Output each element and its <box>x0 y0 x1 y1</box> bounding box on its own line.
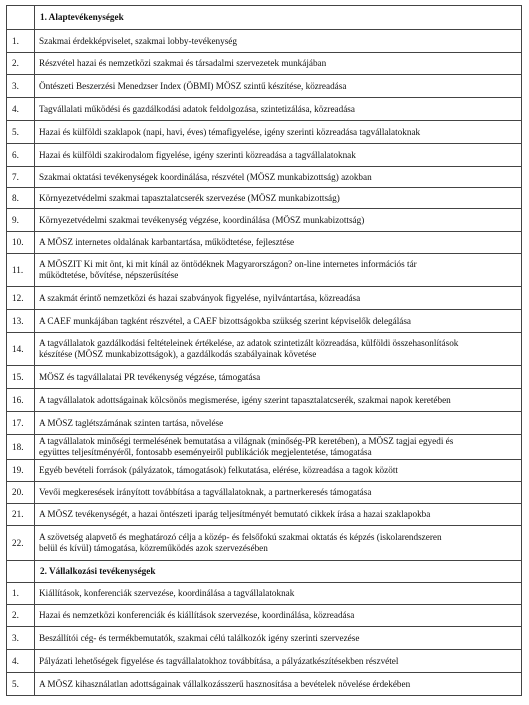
activity-text-line: Vevői megkeresések irányított továbbítása a tagvállalatoknak, a partnerkeresés támogatása <box>39 487 372 497</box>
activity-text-line: A MÖSZ kihasználatlan adottságainak vállalkozásszerű hasznosítása a bevételek növelése érdekében <box>39 678 411 689</box>
activity-text-line: Pályázati lehetőségek figyelése és tagvállalatokhoz továbbítása, a pályázatkészítésekben részvétel <box>39 655 399 666</box>
activity-text-line: Kiállítások, konferenciák szervezése, koordinálása a tagvállalatoknak <box>39 588 295 598</box>
activity-text-line: Hazai és külföldi szakirodalom figyelése, igény szerinti közreadása a tagvállalatoknak <box>39 149 356 160</box>
activity-description <box>35 482 522 504</box>
activity-description <box>35 30 522 53</box>
section2-header-row <box>7 561 522 583</box>
table-row <box>7 435 522 460</box>
table-row <box>7 412 522 435</box>
activity-description <box>35 412 522 435</box>
section-number-cell <box>7 6 35 30</box>
row-number: 5. <box>7 121 35 144</box>
table-row <box>7 504 522 526</box>
row-number: 19. <box>7 460 35 482</box>
row-number: 3. <box>7 75 35 98</box>
row-number: 13. <box>7 310 35 333</box>
row-number: 14. <box>7 333 35 366</box>
row-number: 7. <box>7 167 35 188</box>
row-number: 5. <box>7 673 35 696</box>
activity-description <box>35 504 522 526</box>
activity-text-line: A MÖSZ tevékenységét, a hazai öntészeti iparág teljesítményét bemutató cikkek írása a hazai szaklapokba <box>39 509 431 519</box>
activity-description <box>35 232 522 254</box>
table-row <box>7 627 522 650</box>
activity-text-line: Tagvállalati működési és gazdálkodási adatok feldolgozása, szintetizálása, közreadása <box>39 103 355 114</box>
activity-description <box>35 188 522 209</box>
activity-description <box>35 75 522 98</box>
table-row <box>7 526 522 561</box>
activity-text-line: A szövetség alapvető és meghatározó célja a közép- és felsőfokú szakmai oktatás és képzés (iskolarendszeren <box>39 532 442 542</box>
row-number: 4. <box>7 650 35 673</box>
activity-text-line: Szakmai érdekképviselet, szakmai lobby-tevékenység <box>39 35 237 46</box>
activity-text-line: A MÖSZ taglétszámának szinten tartása, növelése <box>39 417 224 428</box>
activity-text-line: A tagvállalatok minőségi termelésének bemutatása a világnak (minőség-PR keretében), a MÖSZ tagjai egyedi és <box>39 436 454 446</box>
activity-text-line: Szakmai oktatási tevékenységek koordinálása, részvétel (MÖSZ munkabizottság) azokban <box>39 171 372 182</box>
activity-description <box>35 167 522 188</box>
row-number: 4. <box>7 98 35 121</box>
activity-description <box>35 583 522 605</box>
activity-description <box>35 121 522 144</box>
activity-description <box>35 435 522 460</box>
table-row <box>7 460 522 482</box>
activity-text-line: Környezetvédelmi szakmai tapasztalatcserék szervezése (MÖSZ munkabizottság) <box>39 192 340 203</box>
section-title: 1. Alaptevékenységek <box>35 6 522 30</box>
table-row <box>7 482 522 504</box>
activity-description <box>35 460 522 482</box>
row-number: 16. <box>7 389 35 412</box>
table-row <box>7 287 522 310</box>
activity-description <box>35 627 522 650</box>
table-row <box>7 144 522 167</box>
row-number: 12. <box>7 287 35 310</box>
activity-text-line: A szakmát érintő nemzetközi és hazai szabványok figyelése, nyilvántartása, közreadása <box>39 292 361 303</box>
activity-text-line: MÖSZ és tagvállalatai PR tevékenység végzése, támogatása <box>39 371 261 382</box>
table-row <box>7 583 522 605</box>
table-row <box>7 188 522 209</box>
activity-description <box>35 287 522 310</box>
row-number: 9. <box>7 209 35 232</box>
activities-table-body <box>7 6 522 696</box>
table-row <box>7 30 522 53</box>
row-number: 22. <box>7 526 35 561</box>
activity-text-line: Hazai és nemzetközi konferenciák és kiállítások szervezése, koordinálása, közreadása <box>39 610 355 620</box>
activity-text-line: készítése (MÖSZ munkabizottságok), a gazdálkodás szabályainak követése <box>39 349 317 359</box>
table-row <box>7 254 522 287</box>
table-row <box>7 209 522 232</box>
table-row <box>7 98 522 121</box>
activity-description <box>35 605 522 627</box>
activity-text-line: működtetése, bővítése, népszerűsítése <box>39 270 179 280</box>
activity-description <box>35 650 522 673</box>
activity-description <box>35 673 522 696</box>
row-number: 8. <box>7 188 35 209</box>
row-number: 10. <box>7 232 35 254</box>
activity-description <box>35 389 522 412</box>
row-number: 2. <box>7 605 35 627</box>
row-number: 15. <box>7 366 35 389</box>
row-number: 21. <box>7 504 35 526</box>
row-number: 2. <box>7 53 35 75</box>
activity-description <box>35 254 522 287</box>
activity-description <box>35 98 522 121</box>
row-number: 11. <box>7 254 35 287</box>
activity-text-line: belül és kívül) támogatása, közreműködés azok szervezésében <box>39 543 268 553</box>
activity-description <box>35 144 522 167</box>
table-row <box>7 53 522 75</box>
activity-text-line: A tagvállalatok adottságainak kölcsönös megismerése, igény szerint tapasztalatcserék, szakmai napok keretében <box>39 394 451 405</box>
activity-description <box>35 209 522 232</box>
table-row <box>7 333 522 366</box>
activity-description <box>35 53 522 75</box>
activity-text-line: A CAEF munkájában tagként részvétel, a CAEF bizottságokba szükség szerint képviselők delegálása <box>39 315 411 326</box>
activity-text-line: Környezetvédelmi szakmai tevékenység végzése, koordinálása (MÖSZ munkabizottság) <box>39 214 365 225</box>
row-number: 17. <box>7 412 35 435</box>
activity-text-line: Beszállítói cég- és termékbemutatók, szakmai célú találkozók igény szerinti szervezése <box>39 632 360 643</box>
activity-text-line: A MÖSZIT Ki mit önt, ki mit kínál az öntödéknek Magyarországon? on-line internetes információs tár <box>39 259 417 269</box>
row-number: 1. <box>7 30 35 53</box>
row-number: 1. <box>7 583 35 605</box>
activity-text-line: együttes teljesítményéről, fontosabb eseményeiről publikációk megjelentetése, támogatása <box>39 447 372 457</box>
activity-text-line: A MÖSZ internetes oldalának karbantartása, működtetése, fejlesztése <box>39 237 295 247</box>
table-row <box>7 310 522 333</box>
table-row <box>7 673 522 696</box>
section1-header-row <box>7 6 522 30</box>
section-number-cell <box>7 561 35 583</box>
activity-text-line: A tagvállalatok gazdálkodási feltételeinek értékelése, az adatok szintetizált közreadása, külföldi összehasonlítások <box>39 338 459 348</box>
activity-text-line: Egyéb bevételi források (pályázatok, támogatások) felkutatása, elérése, közreadása a tagok között <box>39 465 398 475</box>
row-number: 20. <box>7 482 35 504</box>
activity-text-line: Hazai és külföldi szaklapok (napi, havi, éves) témafigyelése, igény szerinti közreadása tagvállalatoknak <box>39 126 421 137</box>
row-number: 18. <box>7 435 35 460</box>
table-row <box>7 605 522 627</box>
table-row <box>7 389 522 412</box>
table-row <box>7 75 522 98</box>
activity-description <box>35 366 522 389</box>
activity-description <box>35 333 522 366</box>
table-row <box>7 650 522 673</box>
table-row <box>7 121 522 144</box>
table-row <box>7 167 522 188</box>
table-row <box>7 232 522 254</box>
table-row <box>7 366 522 389</box>
activities-table <box>6 5 522 696</box>
row-number: 3. <box>7 627 35 650</box>
activity-text-line: Öntészeti Beszerzési Menedzser Index (ÖBMI) MÖSZ szintű készítése, közreadása <box>39 80 347 91</box>
section-title: 2. Vállalkozási tevékenységek <box>35 561 522 583</box>
activity-description <box>35 310 522 333</box>
row-number: 6. <box>7 144 35 167</box>
activity-text-line: Részvétel hazai és nemzetközi szakmai és társadalmi szervezetek munkájában <box>39 58 327 68</box>
activity-description <box>35 526 522 561</box>
